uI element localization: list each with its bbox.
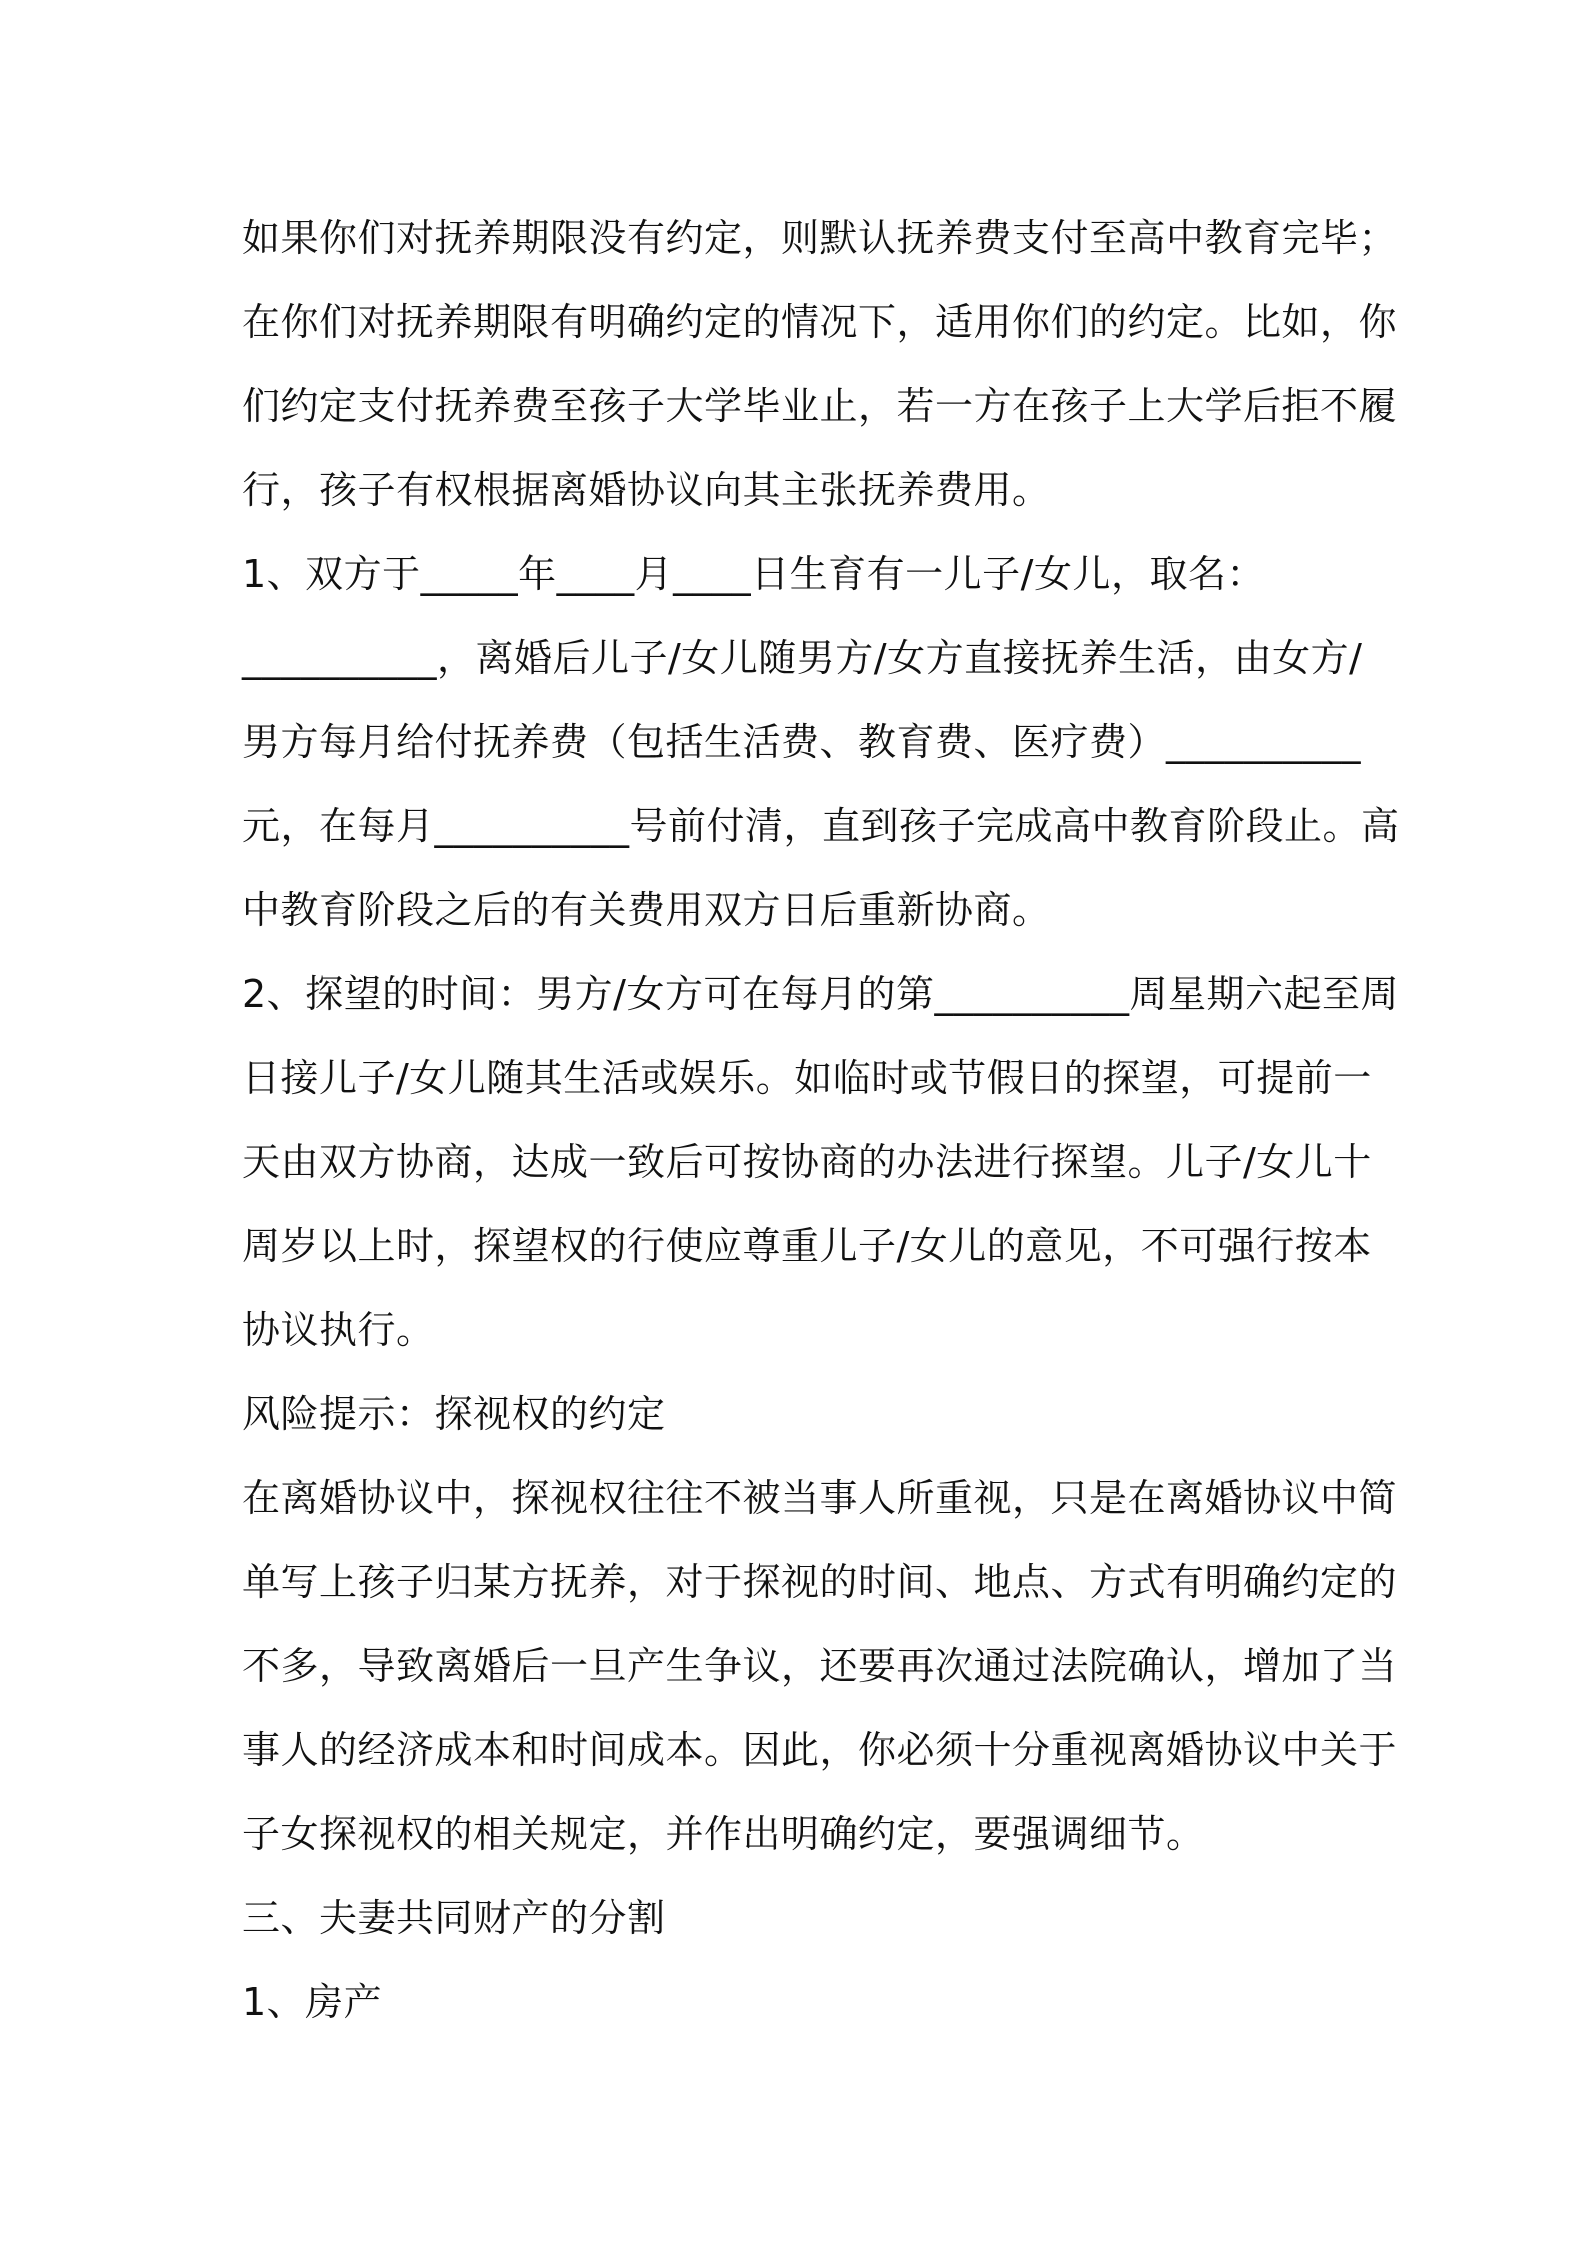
paragraph-child-support-term (242, 196, 1398, 532)
text-line: 2、探望的时间：男方/女方可在每月的第__________周星期六起至周 (242, 972, 1399, 1016)
text-line: 事人的经济成本和时间成本。因此，你必须十分重视离婚协议中关于 (242, 1728, 1398, 1772)
text-line: 三、夫妻共同财产的分割 (242, 1896, 666, 1940)
clause-1-child-custody (242, 532, 1400, 952)
text-line: 男方每月给付抚养费（包括生活费、教育费、医疗费）__________ (242, 720, 1362, 764)
text-line: 元，在每月__________号前付清，直到孩子完成高中教育阶段止。高 (242, 804, 1400, 848)
text-line: 协议执行。 (242, 1308, 435, 1352)
document-body (242, 196, 1400, 2044)
text-line: 不多，导致离婚后一旦产生争议，还要再次通过法院确认，增加了当 (242, 1644, 1398, 1688)
clause-2-visitation (242, 952, 1399, 1372)
text-line: __________，离婚后儿子/女儿随男方/女方直接抚养生活，由女方/ (242, 636, 1363, 680)
subsection-real-estate-heading (242, 1960, 1354, 2044)
section-3-heading (242, 1876, 1354, 1960)
text-line: 在离婚协议中，探视权往往不被当事人所重视，只是在离婚协议中简 (242, 1476, 1398, 1520)
text-line: 日接儿子/女儿随其生活或娱乐。如临时或节假日的探望，可提前一 (242, 1056, 1372, 1100)
text-line: 在你们对抚养期限有明确约定的情况下，适用你们的约定。比如，你 (242, 300, 1398, 344)
text-line: 行，孩子有权根据离婚协议向其主张抚养费用。 (242, 468, 1051, 512)
text-line: 1、房产 (242, 1980, 383, 2024)
text-line: 单写上孩子归某方抚养，对于探视的时间、地点、方式有明确约定的 (242, 1560, 1398, 1604)
text-line: 中教育阶段之后的有关费用双方日后重新协商。 (242, 888, 1051, 932)
text-line: 1、双方于_____年____月____日生育有一儿子/女儿，取名： (242, 552, 1265, 596)
risk-notice-heading (242, 1372, 1354, 1456)
text-line: 子女探视权的相关规定，并作出明确约定，要强调细节。 (242, 1812, 1205, 1856)
text-line: 们约定支付抚养费至孩子大学毕业止，若一方在孩子上大学后拒不履 (242, 384, 1398, 428)
risk-notice-paragraph (242, 1456, 1398, 1876)
text-line: 风险提示：探视权的约定 (242, 1392, 666, 1436)
text-line: 周岁以上时，探望权的行使应尊重儿子/女儿的意见，不可强行按本 (242, 1224, 1372, 1268)
text-line: 天由双方协商，达成一致后可按协商的办法进行探望。儿子/女儿十 (242, 1140, 1372, 1184)
text-line: 如果你们对抚养期限没有约定，则默认抚养费支付至高中教育完毕； (242, 216, 1398, 260)
